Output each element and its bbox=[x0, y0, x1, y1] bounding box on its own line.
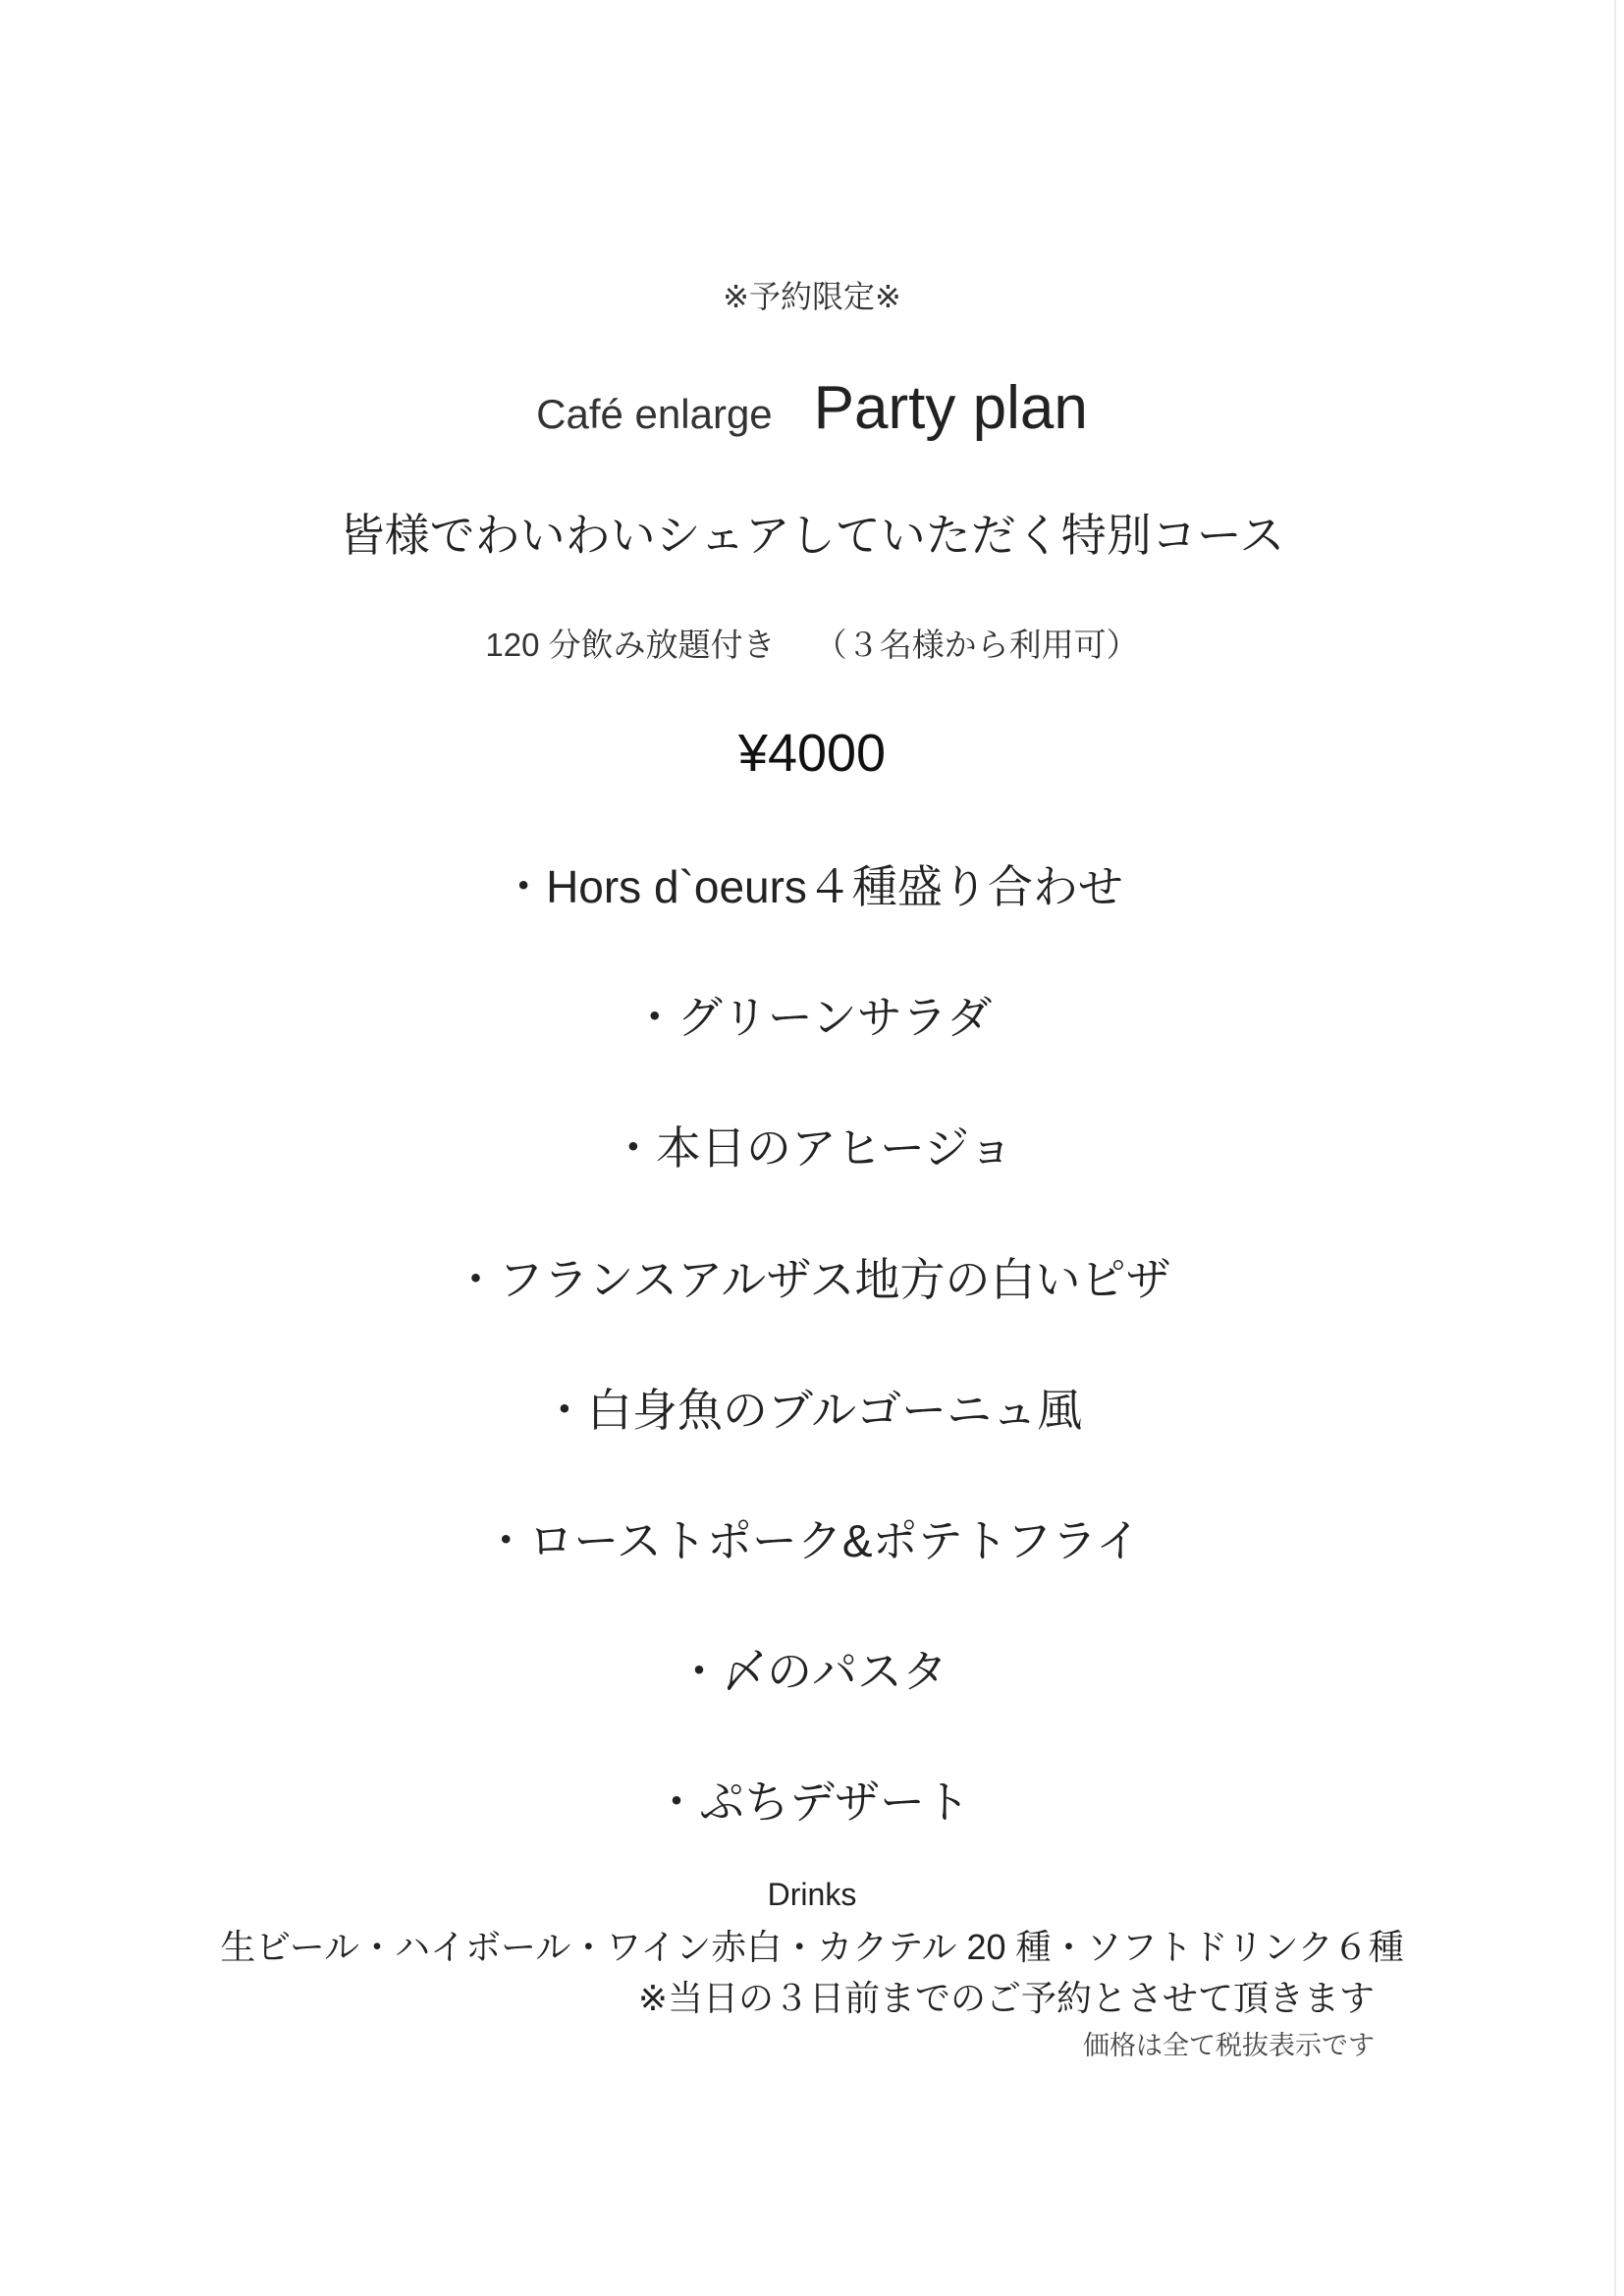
brand-name: Café enlarge bbox=[536, 391, 773, 437]
drinks-heading: Drinks bbox=[767, 1877, 857, 1912]
course-conditions bbox=[0, 629, 1624, 661]
menu-item-ajillo: ・本日のアヒージョ bbox=[610, 1122, 1014, 1174]
drinks-list: 生ビール・ハイボール・ワイン赤白・カクテル 20 種・ソフトドリンク６種 bbox=[220, 1927, 1404, 1967]
menu-item-pasta: ・〆のパスタ bbox=[677, 1646, 947, 1697]
menu-item-white-pizza: ・フランスアルザス地方の白いピザ bbox=[453, 1254, 1171, 1305]
menu-item-roast-pork: ・ローストポーク&ポテトフライ bbox=[483, 1515, 1141, 1566]
reservation-only-notice: ※予約限定※ bbox=[723, 279, 901, 314]
minimum-party-label: （３名様から利用可） bbox=[814, 627, 1139, 663]
menu-item-green-salad: ・グリーンサラダ bbox=[631, 992, 993, 1043]
menu-item-white-fish: ・白身魚のブルゴーニュ風 bbox=[541, 1385, 1083, 1436]
title-row bbox=[0, 374, 1624, 442]
menu-item-hors-doeuvres: ・Hors d`oeurs４種盛り合わせ bbox=[501, 861, 1123, 912]
tax-note: 価格は全て税抜表示です bbox=[1083, 2031, 1375, 2061]
all-you-can-drink-label: 120 分飲み放題付き bbox=[485, 627, 776, 663]
menu-item-dessert: ・ぷちデザート bbox=[654, 1777, 970, 1828]
course-subtitle: 皆様でわいわいシェアしていただく特別コース bbox=[339, 510, 1285, 561]
course-price: ¥4000 bbox=[737, 724, 887, 783]
reservation-deadline-note: ※当日の３日前までのご予約とさせて頂きます bbox=[637, 1978, 1375, 2018]
plan-title: Party plan bbox=[813, 374, 1088, 442]
